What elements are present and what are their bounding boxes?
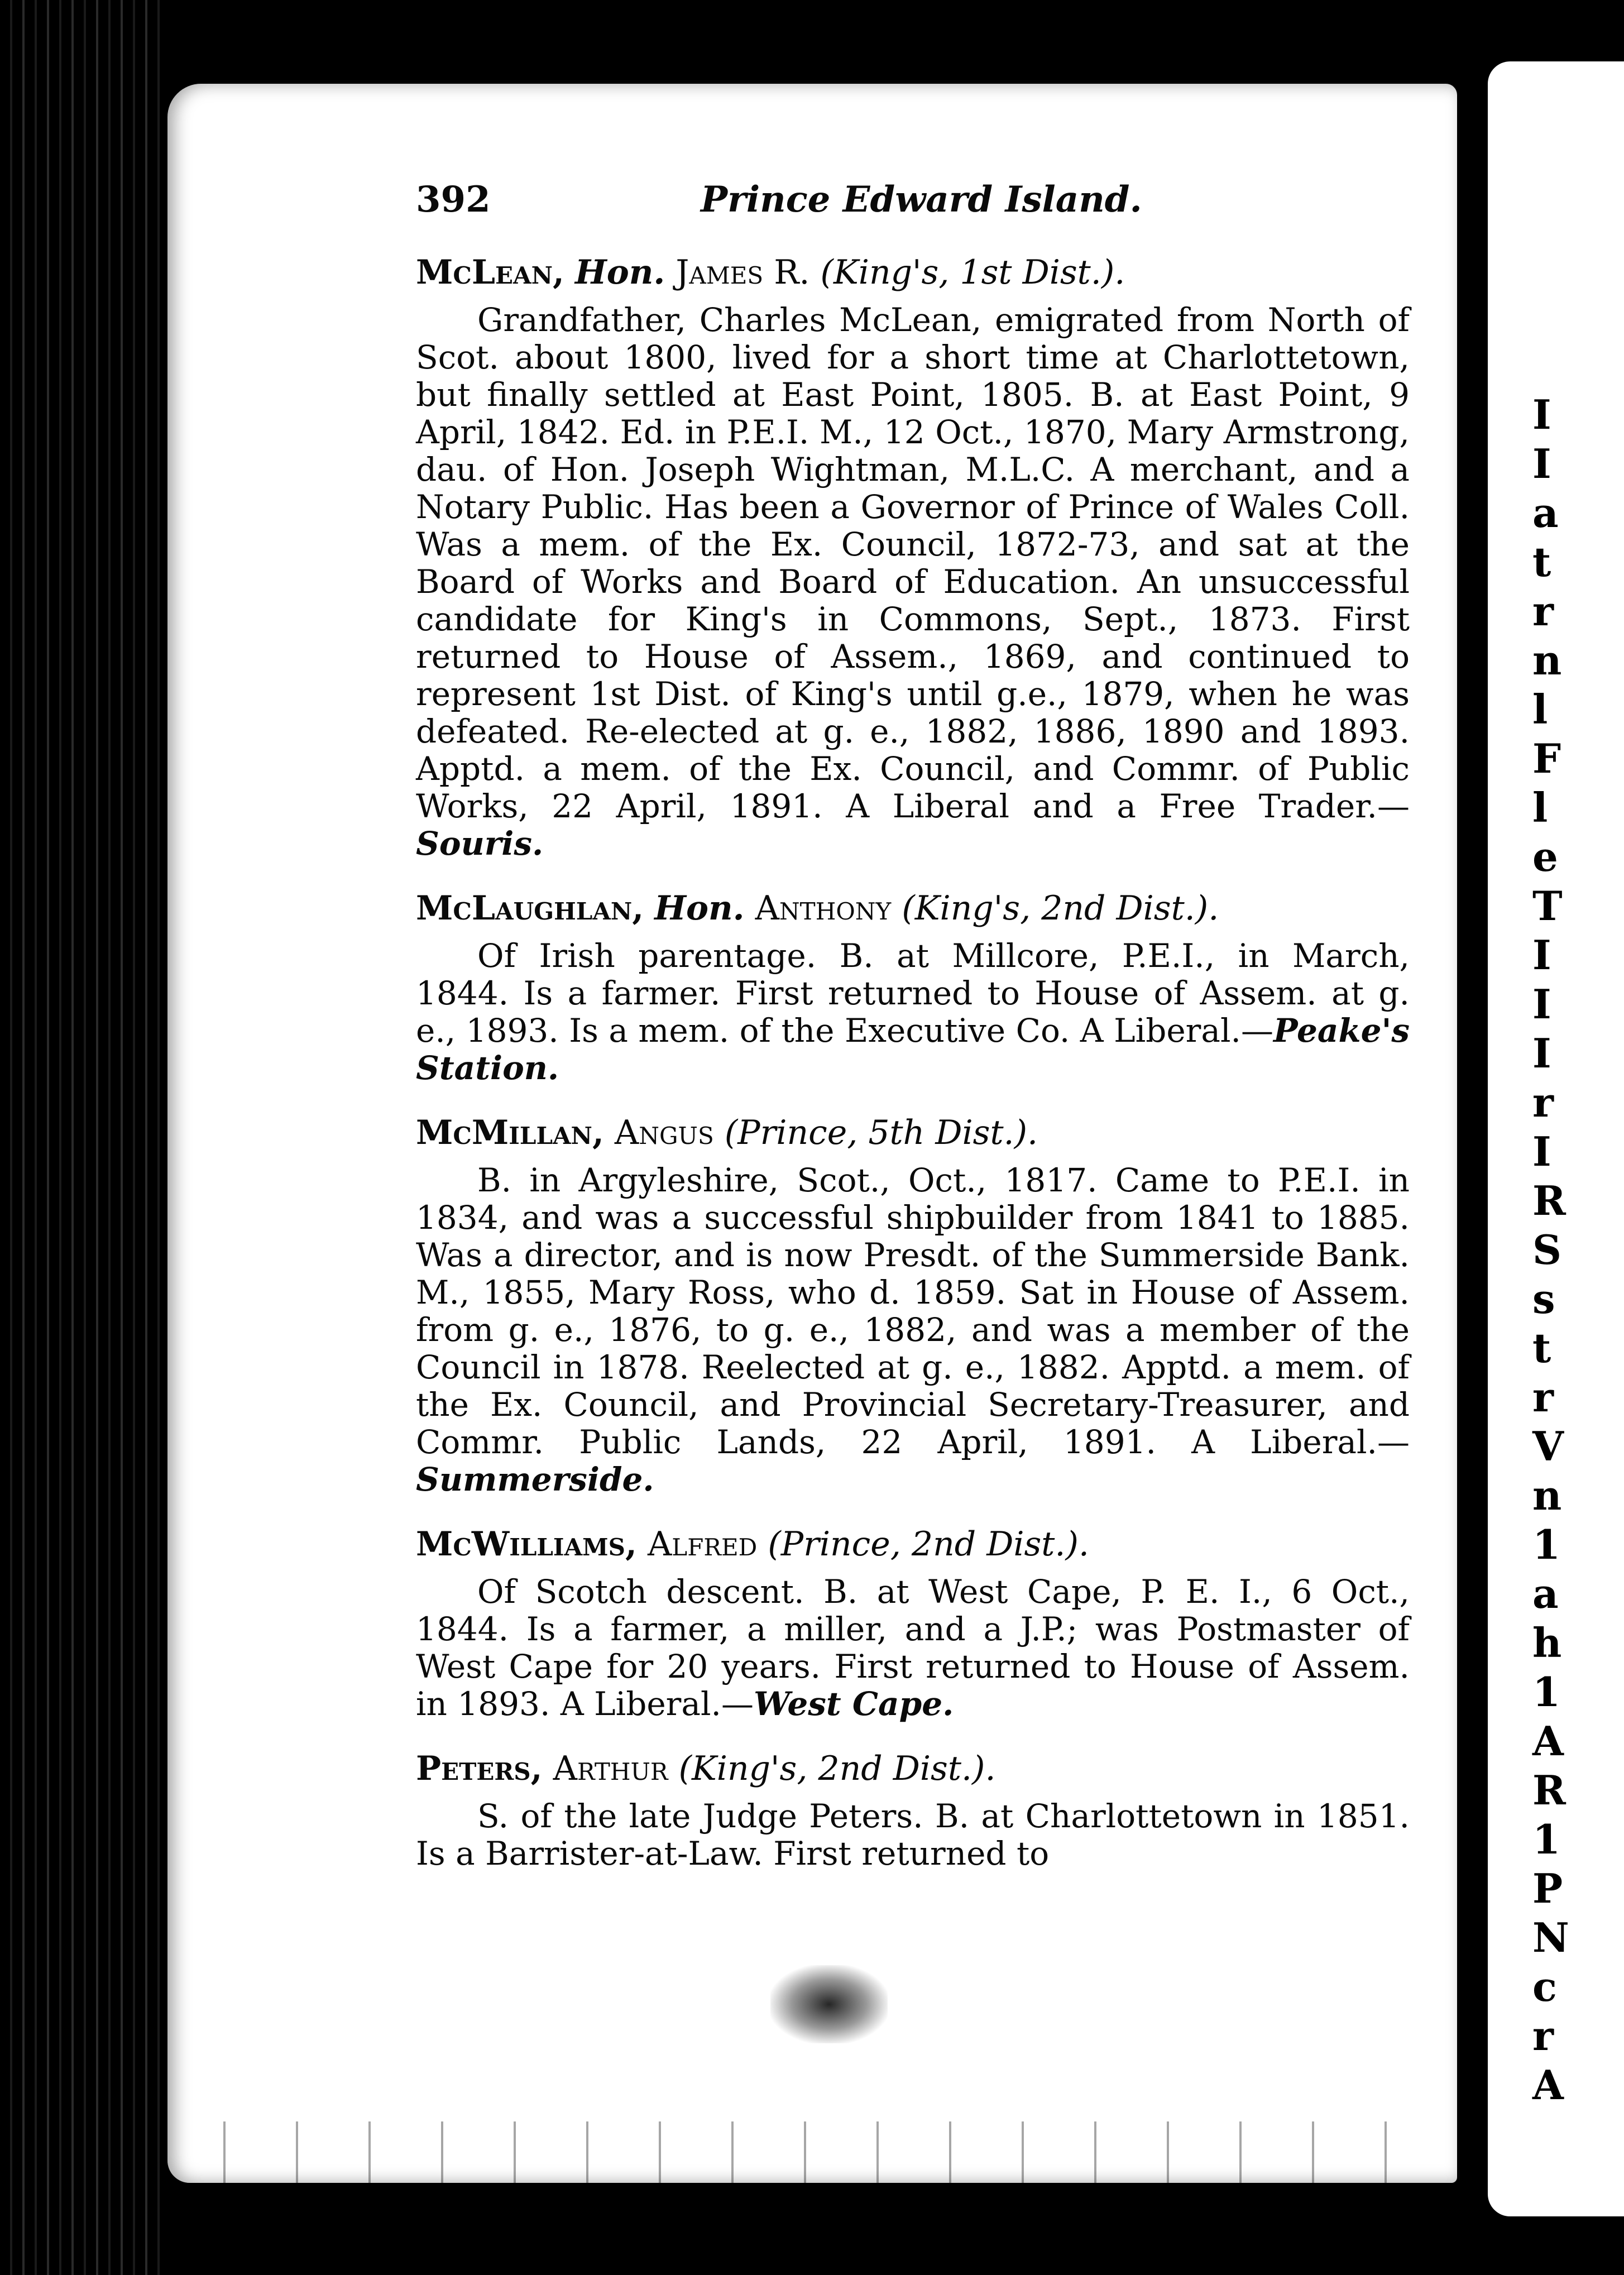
neighbour-letter: R bbox=[1532, 1177, 1566, 1224]
entry-surname: McWilliams, bbox=[416, 1525, 637, 1564]
neighbour-letter: 1 bbox=[1532, 1521, 1561, 1568]
page-content bbox=[416, 179, 1410, 1891]
entries-list bbox=[416, 246, 1410, 1872]
entry-district: (Prince, 2nd Dist.). bbox=[768, 1525, 1089, 1564]
neighbour-letter: A bbox=[1532, 2061, 1564, 2109]
neighbour-letter: h bbox=[1532, 1619, 1562, 1666]
entry-body-text: S. of the late Judge Peters. B. at Charlottetown in 1851. Is a Barrister-at-Law. First returned to bbox=[416, 1797, 1410, 1872]
entry-body bbox=[416, 1162, 1410, 1498]
neighbour-letter: 1 bbox=[1532, 1668, 1561, 1716]
book-binding bbox=[0, 0, 167, 2275]
scan-noise bbox=[190, 2121, 1446, 2183]
neighbour-letter: V bbox=[1532, 1423, 1564, 1470]
entry-heading bbox=[416, 882, 1410, 935]
entry-heading bbox=[416, 1742, 1410, 1795]
entry-given-name: Alfred bbox=[647, 1525, 758, 1564]
neighbour-letter: I bbox=[1532, 931, 1551, 979]
biography-entry bbox=[416, 1742, 1410, 1872]
entry-heading bbox=[416, 1517, 1410, 1571]
neighbour-letter: n bbox=[1532, 1472, 1562, 1519]
entry-honorific: Hon. bbox=[575, 253, 665, 292]
neighbour-letter: P bbox=[1532, 1865, 1563, 1912]
neighbour-letter: I bbox=[1532, 980, 1551, 1028]
entry-surname: McLean, bbox=[416, 253, 564, 292]
biography-entry bbox=[416, 1517, 1410, 1723]
entry-body bbox=[416, 301, 1410, 863]
entry-district: (King's, 1st Dist.). bbox=[820, 253, 1125, 292]
entry-district: (King's, 2nd Dist.). bbox=[902, 889, 1219, 928]
biography-entry bbox=[416, 1106, 1410, 1498]
entry-given-name: James R. bbox=[676, 253, 810, 292]
neighbour-letter: I bbox=[1532, 391, 1551, 438]
neighbour-letter: t bbox=[1532, 538, 1551, 586]
neighbour-letter: A bbox=[1532, 1717, 1564, 1765]
entry-district: (Prince, 5th Dist.). bbox=[724, 1113, 1038, 1152]
neighbour-letter: r bbox=[1532, 2012, 1554, 2060]
entry-body-text: Grandfather, Charles McLean, emigrated from North of Scot. about 1800, lived for a short time at Charlottetown, but finally settled at East Point, 1805. B. at East Point, 9 April, 1842. Ed. in P.E.I. M., 12 Oct., 1870, Mary Armstrong, dau. of Hon. Joseph Wightman, M.L.C. A merchant, and a Notary Public. Has been a Governor of Prince of Wales Coll. Was a mem. of the Ex. Council, 1872-73, and sat at the Board of Works and Board of Education. An unsuccessful candidate for King's in Commons, Sept., 1873. First returned to House of Assem., 1869, and continued to represent 1st Dist. of King's until g.e., 1879, when he was defeated. Re-elected at g. e., 1882, 1886, 1890 and 1893. Apptd. a mem. of the Ex. Council, and Commr. of Public Works, 22 April, 1891. A Liberal and a Free Trader.— bbox=[416, 301, 1410, 825]
neighbour-letter: r bbox=[1532, 1373, 1554, 1421]
entry-honorific: Hon. bbox=[654, 889, 745, 928]
entry-body bbox=[416, 937, 1410, 1087]
biography-entry bbox=[416, 882, 1410, 1087]
running-head bbox=[416, 179, 1410, 246]
neighbour-letter: n bbox=[1532, 636, 1562, 684]
ink-stain bbox=[770, 1965, 888, 2043]
entry-residence: Peake's Station. bbox=[416, 1012, 1410, 1087]
entry-residence: West Cape. bbox=[753, 1685, 954, 1723]
entry-heading bbox=[416, 1106, 1410, 1160]
neighbour-letter: e bbox=[1532, 833, 1558, 880]
entry-body-text: B. in Argyleshire, Scot., Oct., 1817. Came to P.E.I. in 1834, and was a successful shipbuilder from 1841 to 1885. Was a director, and is now Presdt. of the Summerside Bank. M., 1855, Mary Ross, who d. 1859. Sat in House of Assem. from g. e., 1876, to g. e., 1882, and was a member of the Council in 1878. Reelected at g. e., 1882. Apptd. a mem. of the Ex. Council, and Provincial Secretary-Treasurer, and Commr. Public Lands, 22 April, 1891. A Liberal.— bbox=[416, 1161, 1410, 1461]
entry-body-text: Of Scotch descent. B. at West Cape, P. E. I., 6 Oct., 1844. Is a farmer, a miller, and a J.P.; was Postmaster of West Cape for 20 years. First returned to House of Assem. in 1893. A Liberal.— bbox=[416, 1573, 1410, 1723]
neighbour-letter: 1 bbox=[1532, 1816, 1561, 1863]
neighbour-letter: N bbox=[1532, 1914, 1569, 1961]
entry-given-name: Arthur bbox=[553, 1749, 668, 1788]
entry-residence: Souris. bbox=[416, 825, 544, 863]
neighbour-letter: R bbox=[1532, 1766, 1566, 1814]
entry-district: (King's, 2nd Dist.). bbox=[678, 1749, 996, 1788]
neighbour-letter: r bbox=[1532, 1079, 1554, 1126]
entry-body bbox=[416, 1798, 1410, 1872]
neighbour-letter: I bbox=[1532, 1029, 1551, 1077]
entry-surname: McMillan, bbox=[416, 1113, 604, 1152]
entry-body bbox=[416, 1573, 1410, 1723]
entry-residence: Summerside. bbox=[416, 1460, 654, 1498]
neighbour-letter: r bbox=[1532, 587, 1554, 635]
neighbour-letter: t bbox=[1532, 1324, 1551, 1372]
biography-entry bbox=[416, 246, 1410, 863]
entry-body-text: Of Irish parentage. B. at Millcore, P.E.I., in March, 1844. Is a farmer. First returned to House of Assem. at g. e., 1893. Is a mem. of the Executive Co. A Liberal.— bbox=[416, 937, 1410, 1050]
neighbour-letter: s bbox=[1532, 1275, 1555, 1323]
neighbour-letter: I bbox=[1532, 1128, 1551, 1175]
neighbour-letter: a bbox=[1532, 489, 1559, 537]
page-title: Prince Edward Island. bbox=[701, 179, 1142, 221]
entry-surname: Peters, bbox=[416, 1749, 543, 1788]
neighbour-letter: S bbox=[1532, 1226, 1561, 1273]
entry-heading bbox=[416, 246, 1410, 299]
page-number: 392 bbox=[416, 179, 491, 221]
neighbour-letter: l bbox=[1532, 784, 1548, 831]
entry-given-name: Anthony bbox=[755, 889, 892, 928]
neighbour-letter: l bbox=[1532, 686, 1548, 733]
entry-surname: McLaughlan, bbox=[416, 889, 644, 928]
entry-given-name: Angus bbox=[614, 1113, 714, 1152]
neighbour-letter: a bbox=[1532, 1570, 1559, 1617]
neighbour-letter: I bbox=[1532, 440, 1551, 487]
neighbour-letter: c bbox=[1532, 1963, 1557, 2010]
neighbour-letter: F bbox=[1532, 735, 1561, 782]
neighbour-letter: T bbox=[1532, 882, 1563, 930]
